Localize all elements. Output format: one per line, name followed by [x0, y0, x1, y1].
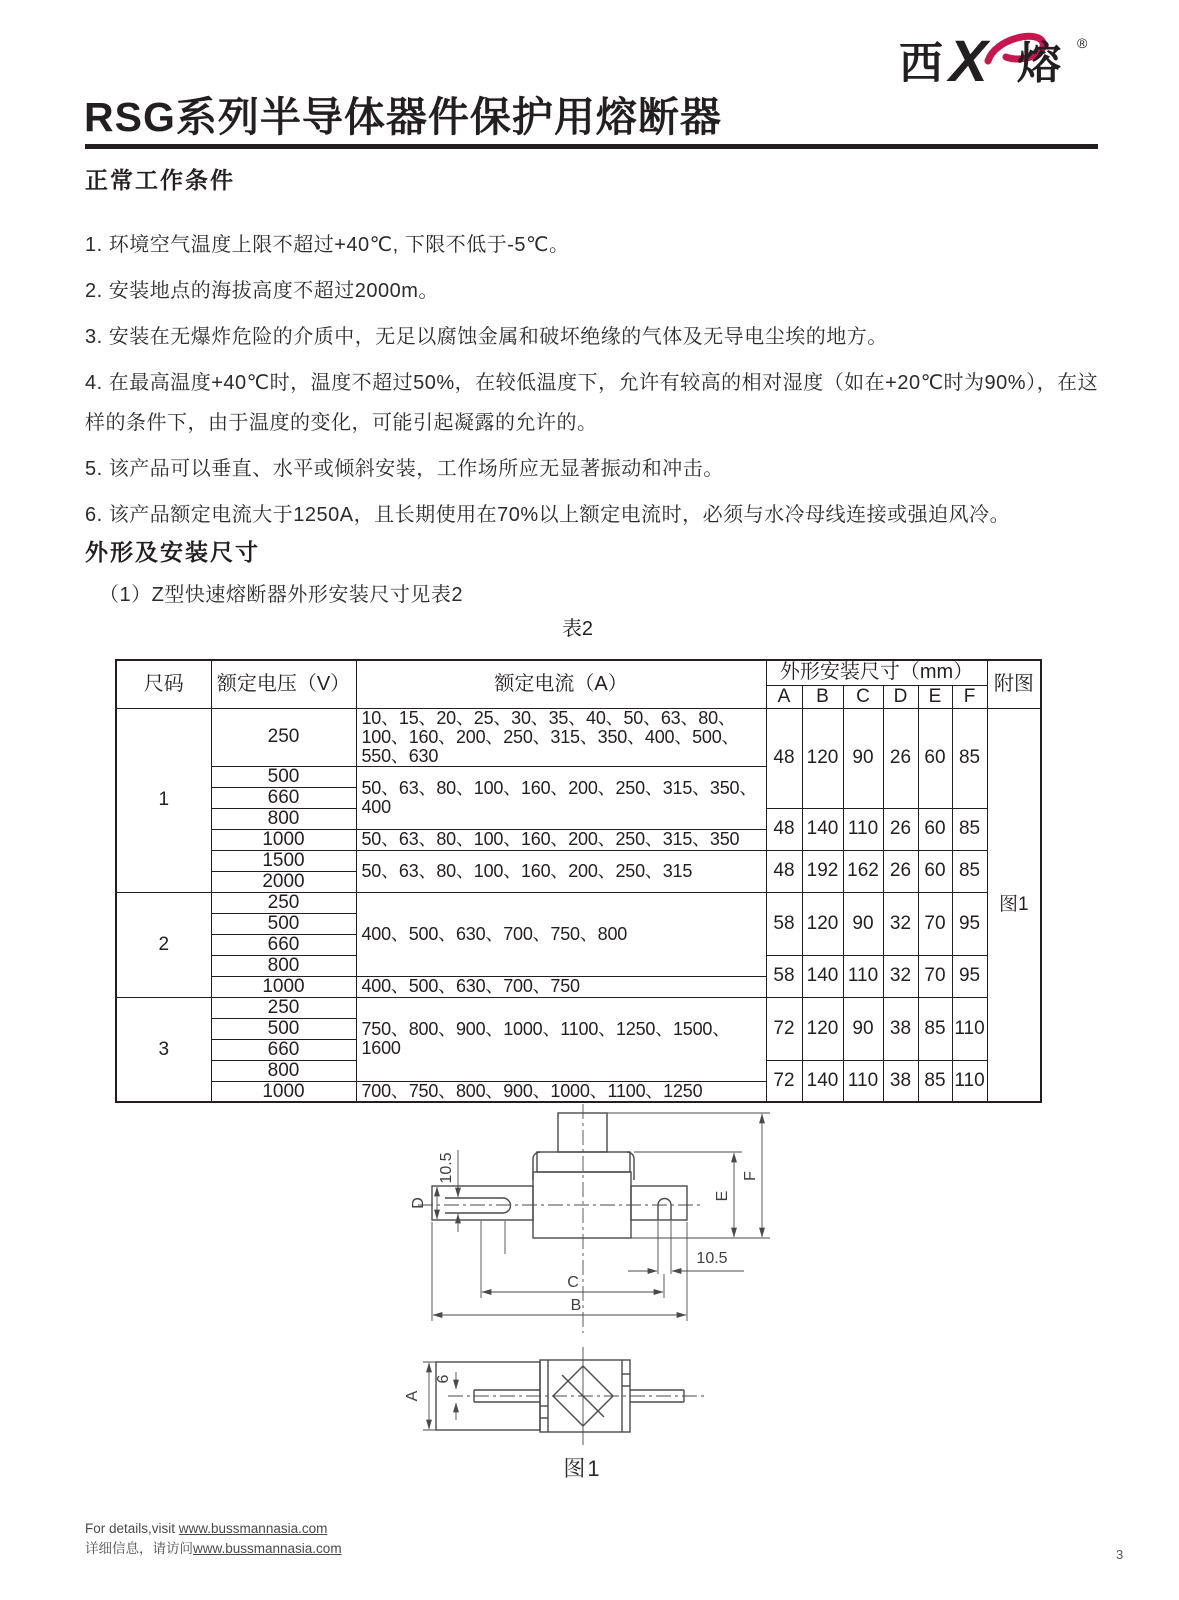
- footer-en-link[interactable]: www.bussmannasia.com: [178, 1521, 328, 1536]
- table-caption: 表2: [561, 618, 594, 640]
- col-header-figure: 附图: [987, 660, 1041, 708]
- dim-cell: 90: [843, 892, 883, 955]
- dim-cell: 26: [883, 850, 918, 892]
- voltage-cell: 250: [211, 892, 356, 913]
- voltage-cell: 500: [211, 913, 356, 934]
- current-cell: 400、500、630、700、750、800: [356, 892, 766, 976]
- page-number: 3: [1116, 1547, 1124, 1562]
- condition-item-3: 3. 安装在无爆炸危险的介质中，无足以腐蚀金属和破坏绝缘的气体及无导电尘埃的地方。: [85, 326, 888, 348]
- col-header-dims-group: 外形安装尺寸（mm）: [766, 660, 987, 685]
- dim-cell: 85: [918, 1060, 952, 1102]
- page-title: RSG系列半导体器件保护用熔断器: [84, 94, 722, 140]
- dim-cell: 90: [843, 997, 883, 1060]
- voltage-cell: 250: [211, 997, 356, 1018]
- dim-cell: 110: [952, 1060, 987, 1102]
- condition-item-1: 1. 环境空气温度上限不超过+40℃, 下限不低于-5℃。: [85, 234, 570, 256]
- current-cell: 50、63、80、100、160、200、250、315: [356, 850, 766, 892]
- voltage-cell: 660: [211, 787, 356, 808]
- dim-label-b: B: [570, 1297, 582, 1314]
- dim-cell: 120: [802, 708, 843, 808]
- footer-line-en: [85, 1519, 342, 1539]
- fuse-dimension-drawing: [395, 1095, 795, 1455]
- condition-item-6: 6. 该产品额定电流大于1250A，且长期使用在70%以上额定电流时，必须与水冷母线连接或强迫风冷。: [85, 504, 1011, 526]
- figure-caption: 图1: [563, 1456, 602, 1481]
- dim-label-c: C: [567, 1274, 579, 1291]
- dim-label-strip-width: 6: [435, 1374, 452, 1384]
- dim-cell: 38: [883, 997, 918, 1060]
- dim-cell: 32: [883, 892, 918, 955]
- dim-cell: 140: [802, 1060, 843, 1102]
- size-cell: 3: [116, 997, 211, 1102]
- current-cell: 10、15、20、25、30、35、40、50、63、80、100、160、200、250、315、350、400、500、550、630: [356, 708, 766, 766]
- footer: [85, 1519, 342, 1559]
- dim-cell: 58: [766, 892, 802, 955]
- logo-letter-x: X: [949, 29, 988, 92]
- footer-zh-link[interactable]: www.bussmannasia.com: [193, 1541, 342, 1556]
- dim-cell: 140: [802, 808, 843, 850]
- current-cell: 50、63、80、100、160、200、250、315、350、400: [356, 766, 766, 829]
- col-header-dim-c: C: [843, 685, 883, 708]
- dim-cell: 26: [883, 708, 918, 808]
- dim-cell: 48: [766, 708, 802, 808]
- col-header-size: 尺码: [116, 660, 211, 708]
- dim-cell: 60: [918, 808, 952, 850]
- front-view-dimensions: [418, 1104, 770, 1333]
- dim-cell: 140: [802, 955, 843, 997]
- dim-cell: 95: [952, 955, 987, 997]
- dim-cell: 60: [918, 708, 952, 808]
- dim-cell: 110: [843, 955, 883, 997]
- dim-cell: 95: [952, 892, 987, 955]
- footer-zh-prefix: 详细信息，请访问: [85, 1541, 193, 1556]
- col-header-dim-a: A: [766, 685, 802, 708]
- section-working-conditions: [85, 162, 1100, 541]
- current-cell: 50、63、80、100、160、200、250、315、350: [356, 829, 766, 850]
- dimensions-note: （1）Z型快速熔断器外形安装尺寸见表2: [99, 584, 463, 606]
- dim-cell: 70: [918, 955, 952, 997]
- dim-cell: 110: [952, 997, 987, 1060]
- front-view-labels: [410, 1152, 759, 1314]
- voltage-cell: 800: [211, 955, 356, 976]
- dimensions-heading: 外形及安装尺寸: [85, 539, 260, 565]
- voltage-cell: 800: [211, 1060, 356, 1081]
- table-row: [116, 892, 1041, 913]
- col-header-voltage: 额定电压（V）: [211, 660, 356, 708]
- footer-line-zh: [85, 1539, 342, 1559]
- voltage-cell: 500: [211, 1018, 356, 1039]
- dim-cell: 85: [952, 708, 987, 808]
- voltage-cell: 1000: [211, 829, 356, 850]
- dim-cell: 162: [843, 850, 883, 892]
- voltage-cell: 1500: [211, 850, 356, 871]
- dim-cell: 85: [918, 997, 952, 1060]
- dim-cell: 72: [766, 1060, 802, 1102]
- title-divider: [85, 144, 1098, 149]
- size-cell: 1: [116, 708, 211, 892]
- table-row: [116, 708, 1041, 766]
- dim-cell: 60: [918, 850, 952, 892]
- dim-cell: 48: [766, 850, 802, 892]
- col-header-dim-d: D: [883, 685, 918, 708]
- voltage-cell: 660: [211, 934, 356, 955]
- top-view-labels: [404, 1374, 452, 1401]
- fuse-front-view: [432, 1113, 687, 1238]
- dim-cell: 26: [883, 808, 918, 850]
- dim-cell: 120: [802, 892, 843, 955]
- voltage-cell: 2000: [211, 871, 356, 892]
- voltage-cell: 250: [211, 708, 356, 766]
- logo-char-xi: 西: [899, 39, 943, 88]
- voltage-cell: 800: [211, 808, 356, 829]
- figure-ref-cell: 图1: [987, 708, 1041, 1102]
- dim-cell: 58: [766, 955, 802, 997]
- dim-cell: 110: [843, 808, 883, 850]
- current-cell: 700、750、800、900、1000、1100、1250: [356, 1081, 766, 1102]
- dim-label-f: F: [742, 1171, 759, 1181]
- table-row: [116, 997, 1041, 1018]
- registered-trademark-icon: ®: [1077, 35, 1088, 51]
- condition-item-5: 5. 该产品可以垂直、水平或倾斜安装，工作场所应无显著振动和冲击。: [85, 458, 724, 480]
- col-header-dim-b: B: [802, 685, 843, 708]
- dim-cell: 32: [883, 955, 918, 997]
- dim-cell: 48: [766, 808, 802, 850]
- current-cell: 400、500、630、700、750: [356, 976, 766, 997]
- col-header-current: 额定电流（A）: [356, 660, 766, 708]
- dim-label-slot-width: 10.5: [438, 1152, 455, 1184]
- dim-cell: 70: [918, 892, 952, 955]
- dim-label-a: A: [404, 1390, 421, 1402]
- logo-char-rong: 熔: [1017, 39, 1061, 88]
- col-header-dim-f: F: [952, 685, 987, 708]
- brand-logo: [893, 28, 1103, 92]
- dim-cell: 85: [952, 850, 987, 892]
- voltage-cell: 660: [211, 1039, 356, 1060]
- current-cell: 750、800、900、1000、1100、1250、1500、1600: [356, 997, 766, 1081]
- dim-cell: 72: [766, 997, 802, 1060]
- dim-cell: 38: [883, 1060, 918, 1102]
- condition-item-4: 4. 在最高温度+40℃时，温度不超过50%，在较低温度下，允许有较高的相对湿度（如在+20℃时为90%），在这样的条件下，由于温度的变化，可能引起凝露的允许的。: [85, 372, 1099, 434]
- voltage-cell: 1000: [211, 1081, 356, 1102]
- table-row: [116, 850, 1041, 871]
- dim-label-e: E: [714, 1190, 731, 1202]
- size-cell: 2: [116, 892, 211, 997]
- dim-label-slot-offset: 10.5: [696, 1250, 728, 1267]
- dim-cell: 85: [952, 808, 987, 850]
- dim-cell: 120: [802, 997, 843, 1060]
- dim-cell: 110: [843, 1060, 883, 1102]
- dim-cell: 90: [843, 708, 883, 808]
- voltage-cell: 500: [211, 766, 356, 787]
- dim-label-d: D: [410, 1197, 427, 1209]
- dim-cell: 192: [802, 850, 843, 892]
- working-conditions-heading: 正常工作条件: [85, 167, 235, 193]
- footer-en-prefix: For details,visit: [85, 1521, 179, 1536]
- condition-item-2: 2. 安装地点的海拔高度不超过2000m。: [85, 280, 439, 302]
- voltage-cell: 1000: [211, 976, 356, 997]
- col-header-dim-e: E: [918, 685, 952, 708]
- spec-table: [115, 659, 1042, 1103]
